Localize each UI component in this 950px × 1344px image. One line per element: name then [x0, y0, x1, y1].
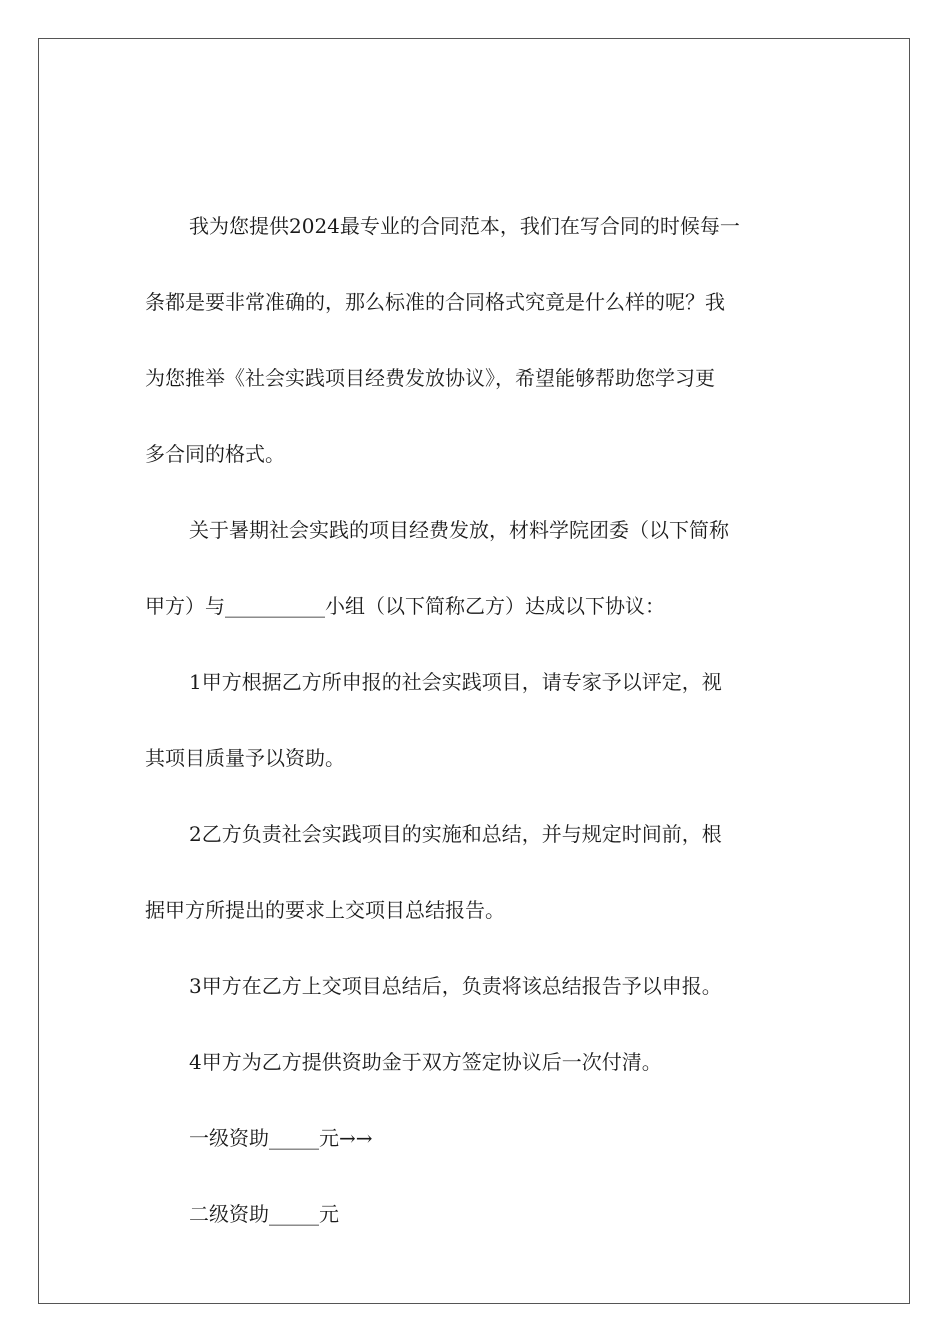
clause-2-line-1: 2乙方负责社会实践项目的实施和总结，并与规定时间前，根 — [189, 822, 722, 846]
clause-2-line-2: 据甲方所提出的要求上交项目总结报告。 — [145, 898, 505, 922]
clause-1-line-1: 1甲方根据乙方所申报的社会实践项目，请专家予以评定，视 — [189, 670, 722, 694]
paragraph-parties-line-1: 关于暑期社会实践的项目经费发放，材料学院团委（以下简称 — [189, 518, 729, 542]
paragraph-intro-line-2: 条都是要非常准确的，那么标准的合同格式究竟是什么样的呢？我 — [145, 290, 725, 314]
clause-4: 4甲方为乙方提供资助金于双方签定协议后一次付清。 — [189, 1050, 662, 1074]
paragraph-parties-line-2: 甲方）与__________小组（以下简称乙方）达成以下协议： — [145, 594, 665, 618]
clause-3: 3甲方在乙方上交项目总结后，负责将该总结报告予以申报。 — [189, 974, 722, 998]
paragraph-intro-line-1: 我为您提供2024最专业的合同范本，我们在写合同的时候每一 — [189, 214, 740, 238]
clause-1-line-2: 其项目质量予以资助。 — [145, 746, 345, 770]
paragraph-intro-line-3: 为您推举《社会实践项目经费发放协议》，希望能够帮助您学习更 — [145, 366, 715, 390]
paragraph-intro-line-4: 多合同的格式。 — [145, 442, 285, 466]
document-body — [145, 207, 805, 1233]
funding-level-1: 一级资助_____元→→ — [189, 1126, 373, 1150]
funding-level-2: 二级资助_____元 — [189, 1202, 339, 1226]
